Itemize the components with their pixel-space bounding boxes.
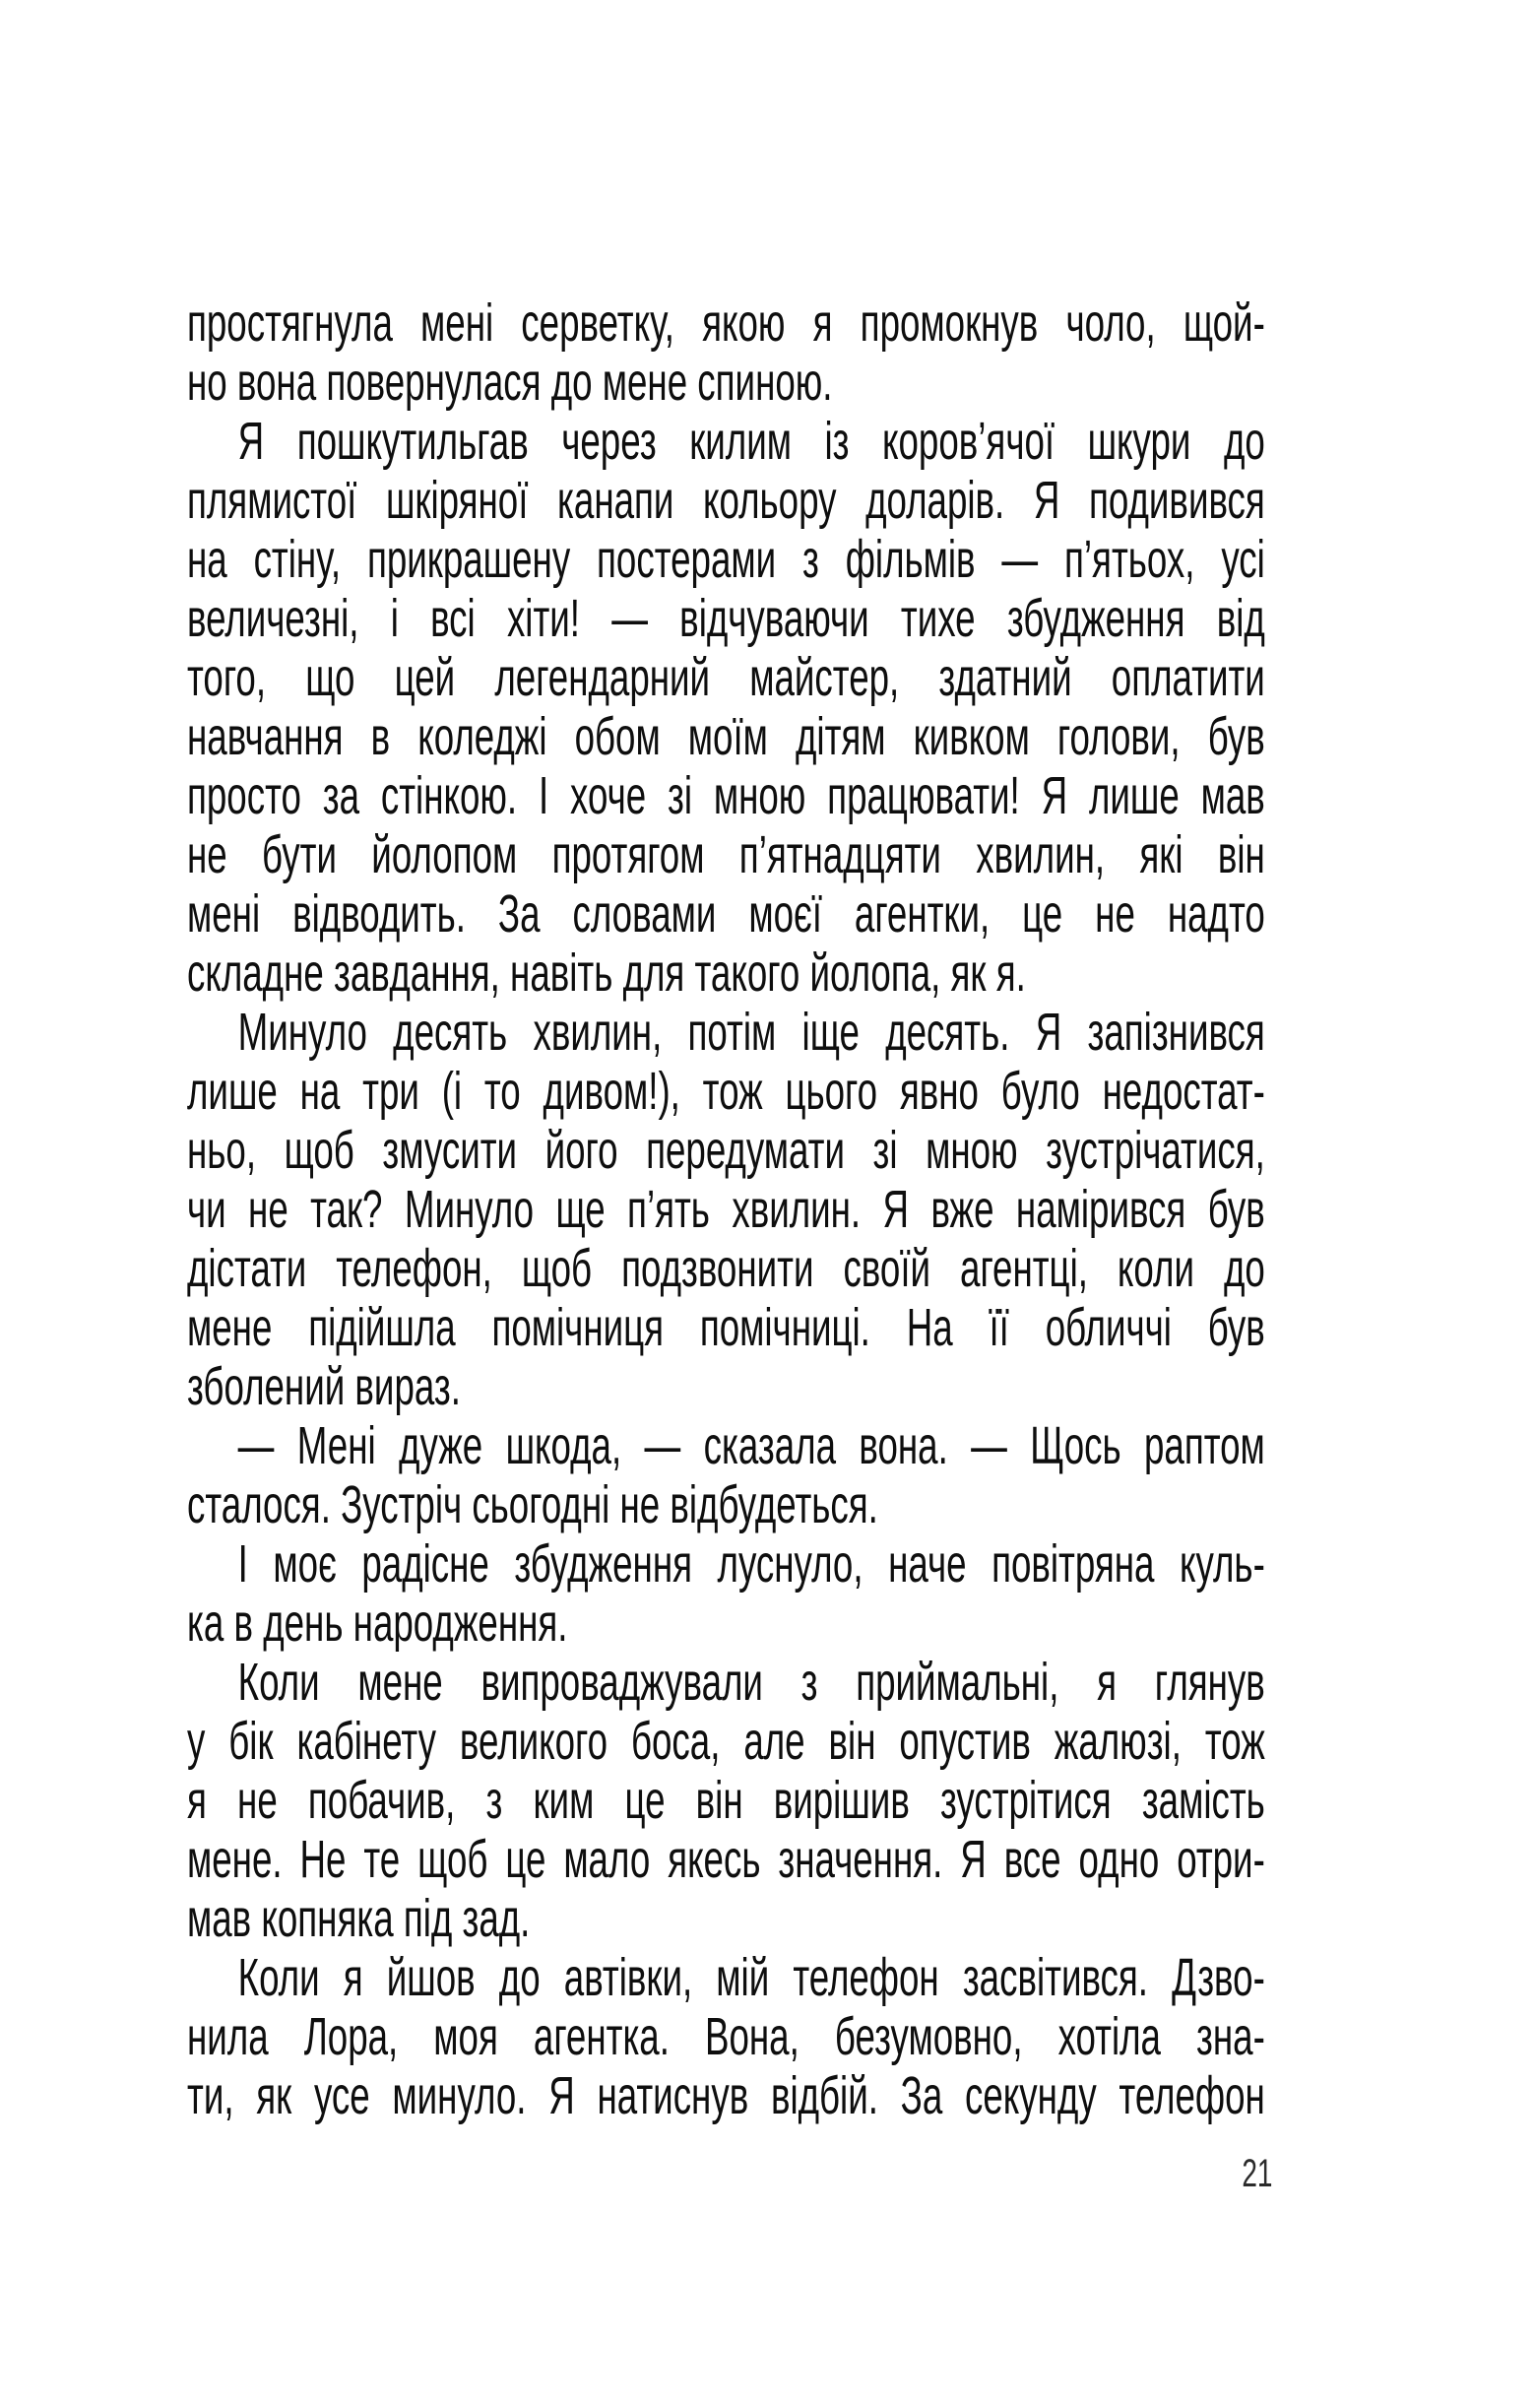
- paragraph: [187, 1416, 1265, 1534]
- text-line: дістати телефон, щоб подзвонити своїй агентці, коли до: [187, 1239, 1265, 1298]
- text-line: Коли мене випроваджували з приймальні, я глянув: [237, 1653, 1265, 1712]
- paragraph: [187, 1003, 1265, 1416]
- text-line: нила Лора, моя агентка. Вона, безумовно, хотіла зна-: [187, 2007, 1265, 2066]
- text-line: Я пошкутильгав через килим із коров’ячої шкури до: [237, 412, 1265, 471]
- text-line: ньо, щоб змусити його передумати зі мною зустрічатися,: [187, 1121, 1265, 1180]
- text-line: чи не так? Минуло ще п’ять хвилин. Я вже намірився був: [187, 1180, 1265, 1239]
- text-line: просто за стінкою. І хоче зі мною працювати! Я лише мав: [187, 766, 1265, 825]
- text-line: на стіну, прикрашену постерами з фільмів — п’ятьох, усі: [187, 530, 1265, 589]
- paragraph: [187, 1948, 1265, 2125]
- paragraph: [187, 412, 1265, 1003]
- text-line: сталося. Зустріч сьогодні не відбудеться.: [187, 1475, 878, 1534]
- text-line: — Мені дуже шкода, — сказала вона. — Щось раптом: [237, 1416, 1265, 1475]
- page-number: 21: [1241, 2152, 1272, 2195]
- text-line: Минуло десять хвилин, потім іще десять. Я запізнився: [237, 1003, 1265, 1062]
- text-line: мене підійшла помічниця помічниці. На її обличчі був: [187, 1298, 1265, 1357]
- paragraph: [187, 1534, 1265, 1653]
- text-line: мене. Не те щоб це мало якесь значення. Я все одно отри-: [187, 1830, 1265, 1889]
- page-text: [187, 293, 1265, 2125]
- text-line: у бік кабінету великого боса, але він опустив жалюзі, тож: [187, 1712, 1265, 1771]
- text-line: простягнула мені серветку, якою я промокнув чоло, щой-: [187, 293, 1265, 353]
- text-line: плямистої шкіряної канапи кольору доларів. Я подивився: [187, 471, 1265, 530]
- text-line: зболений вираз.: [187, 1357, 461, 1416]
- paragraph: [187, 293, 1265, 412]
- text-line: я не побачив, з ким це він вирішив зустрітися замість: [187, 1771, 1265, 1830]
- text-line: Коли я йшов до автівки, мій телефон засвітився. Дзво-: [237, 1948, 1265, 2007]
- text-line: складне завдання, навіть для такого йолопа, як я.: [187, 944, 1026, 1003]
- text-line: мав копняка під зад.: [187, 1889, 531, 1948]
- text-line: ка в день народження.: [187, 1594, 568, 1653]
- text-line: не бути йолопом протягом п’ятнадцяти хвилин, які він: [187, 825, 1265, 884]
- text-line: мені відводить. За словами моєї агентки, це не надто: [187, 884, 1265, 944]
- text-line: но вона повернулася до мене спиною.: [187, 353, 833, 412]
- text-line: ти, як усе минуло. Я натиснув відбій. За секунду телефон: [187, 2066, 1265, 2125]
- text-line: лише на три (і то дивом!), тож цього явно було недостат-: [187, 1062, 1265, 1121]
- paragraph: [187, 1653, 1265, 1948]
- text-line: навчання в коледжі обом моїм дітям кивком голови, був: [187, 707, 1265, 766]
- text-line: І моє радісне збудження луснуло, наче повітряна куль-: [237, 1534, 1265, 1594]
- text-line: величезні, і всі хіти! — відчуваючи тихе збудження від: [187, 589, 1265, 648]
- text-line: того, що цей легендарний майстер, здатний оплатити: [187, 648, 1265, 707]
